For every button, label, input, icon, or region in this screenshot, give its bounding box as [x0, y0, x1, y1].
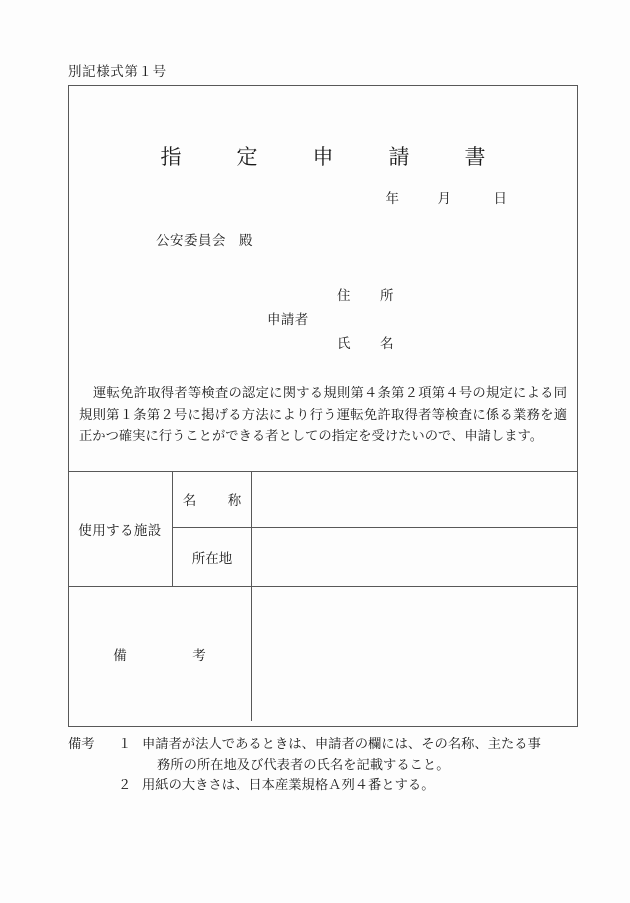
facility-address-label-cell — [173, 528, 252, 587]
facility-name-label: 名 称 — [182, 493, 251, 508]
date-day-label: 日 — [493, 191, 507, 206]
addressee-line — [156, 229, 253, 249]
form-frame — [68, 85, 578, 727]
body-paragraph — [69, 382, 577, 447]
remarks-label: 備 考 — [113, 648, 232, 663]
applicant-block — [267, 284, 497, 356]
footer-note-text-1-line-2: 務所の所在地及び代表者の氏名を記載すること。 — [157, 756, 450, 772]
footer-note-item-2 — [68, 775, 588, 796]
form-table — [68, 471, 578, 721]
date-year-label: 年 — [385, 191, 399, 206]
footer-note-number-1: １ — [118, 736, 132, 751]
footer-note-number-2: ２ — [118, 777, 132, 792]
applicant-address-row — [267, 284, 497, 308]
footer-note-text-2: 用紙の大きさは、日本産業規格Ａ列４番とする。 — [142, 777, 435, 792]
footer-note-item-1 — [68, 734, 588, 775]
form-upper-section — [69, 86, 577, 471]
applicant-name-row — [267, 332, 497, 356]
footer-note-text-1-line-1: 申請者が法人であるときは、申請者の欄には、その名称、主たる事 — [142, 736, 541, 751]
facility-address-label: 所在地 — [191, 551, 233, 566]
facility-label: 使用する施設 — [78, 522, 162, 538]
footer-notes — [68, 734, 588, 796]
footer-notes-label: 備考 — [68, 736, 95, 751]
facility-name-value-cell[interactable] — [252, 471, 579, 528]
applicant-group-row — [267, 308, 497, 332]
page-title: 指 定 申 請 書 — [160, 145, 503, 169]
footer-note-text-1 — [142, 734, 588, 775]
date-line — [386, 187, 508, 207]
table-row-facility-name — [68, 471, 578, 528]
facility-label-cell — [68, 471, 173, 587]
remarks-label-cell — [68, 587, 252, 722]
facility-name-label-cell — [173, 471, 252, 528]
addressee-honorific: 殿 — [239, 233, 253, 248]
applicant-group-label: 申請者 — [267, 312, 309, 327]
addressee-name: 公安委員会 — [156, 233, 226, 248]
table-row-remarks — [68, 587, 578, 722]
date-month-label: 月 — [437, 191, 451, 206]
applicant-name-label: 氏 名 — [337, 336, 402, 351]
applicant-address-label: 住 所 — [337, 288, 402, 303]
body-paragraph-text: 運転免許取得者等検査の認定に関する規則第４条第２項第４号の規定による同規則第１条第２号に掲げる方法により行う運転免許取得者等検査に係る業務を適正かつ確実に行うことができる者としての指定を受けたいので、申請します。 — [79, 385, 567, 443]
remarks-value-cell[interactable] — [252, 587, 579, 722]
facility-address-value-cell[interactable] — [252, 528, 579, 587]
form-number-label: 別記様式第１号 — [68, 64, 167, 79]
